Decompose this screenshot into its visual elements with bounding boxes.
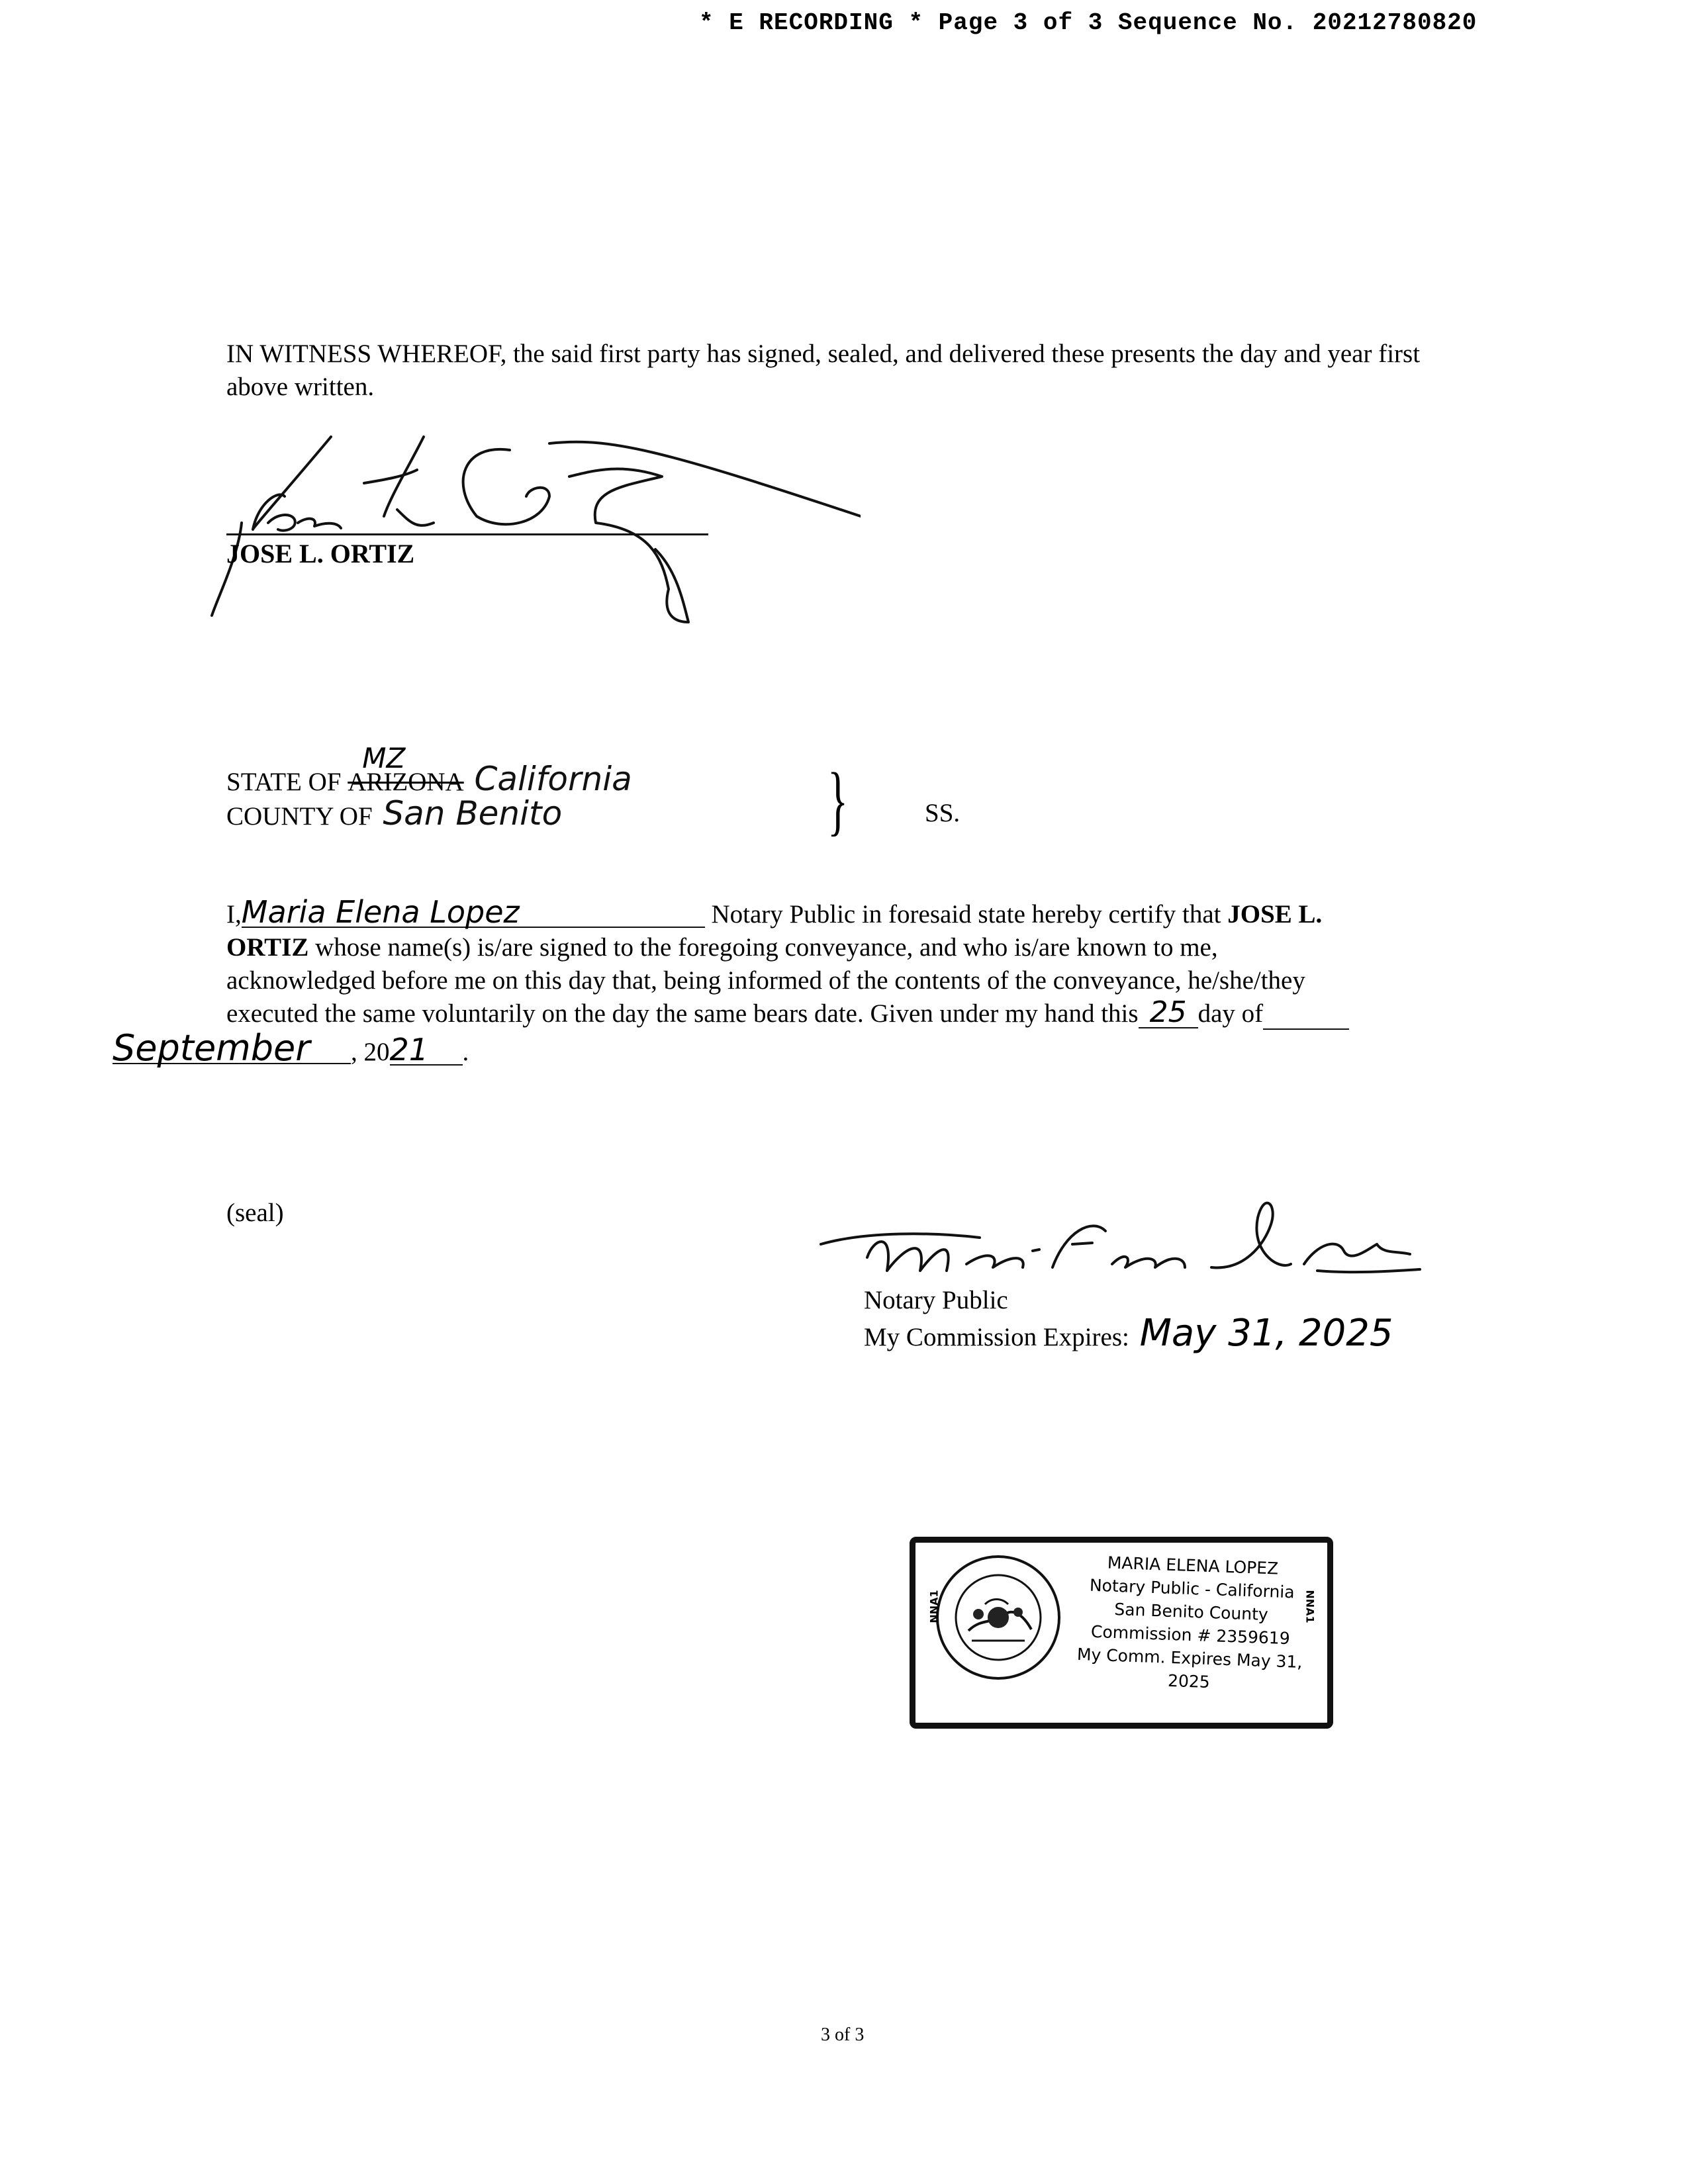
notary-public-label: Notary Public [864, 1286, 1008, 1314]
commission-label: My Commission Expires: [864, 1323, 1129, 1351]
venue-brace: } [827, 756, 849, 843]
recording-header: * E RECORDING * Page 3 of 3 Sequence No. 20212780820 [699, 9, 1477, 36]
state-label: STATE OF [226, 768, 342, 796]
state-struck-text: ARIZONA [348, 768, 464, 796]
certificate-line-3: acknowledged before me on this day that, being informed of the contents of the conveyance, he/she/they [226, 966, 1305, 995]
grantor-name-bold-2: ORTIZ [226, 933, 309, 962]
year-handwritten: 21 [390, 1035, 463, 1066]
notary-stamp [910, 1537, 1333, 1729]
great-seal-icon [932, 1551, 1064, 1684]
year-prefix: , 20 [351, 1038, 390, 1066]
stamp-side-code-left: NNA1 [927, 1590, 941, 1623]
stamp-line-3: San Benito County [1113, 1599, 1269, 1625]
grantor-signature [199, 424, 861, 642]
day-of-blank [1263, 999, 1349, 1030]
signer-name: JOSE L. ORTIZ [226, 539, 415, 569]
stamp-line-4: Commission # 2359619 [1090, 1621, 1291, 1649]
certificate-date-line [113, 1027, 469, 1069]
certificate-line-2-text: whose name(s) is/are signed to the foregoing conveyance, and who is/are known to me, [315, 933, 1218, 962]
certificate-day-of: day of [1197, 999, 1264, 1028]
certificate-line-1 [226, 894, 1484, 931]
stamp-side-code-right: NNA1 [1303, 1590, 1317, 1623]
ss-label: SS. [925, 799, 961, 827]
witness-paragraph: IN WITNESS WHEREOF, the said first party has signed, sealed, and delivered these presents the day and year first above written. [226, 340, 1421, 401]
certificate-line-2 [226, 931, 1484, 964]
notary-certificate [226, 894, 1484, 1030]
seal-label: (seal) [226, 1199, 284, 1227]
grantor-name-bold-1: JOSE L. [1227, 900, 1323, 929]
certificate-line-4 [226, 997, 1484, 1030]
commission-expires-line [864, 1312, 1393, 1355]
certificate-line-1-text: Notary Public in foresaid state hereby certify that [711, 900, 1221, 929]
stamp-name: MARIA ELENA LOPEZ [1107, 1553, 1279, 1578]
state-line [226, 742, 632, 799]
commission-handwritten: May 31, 2025 [1139, 1312, 1393, 1355]
county-line [226, 794, 563, 833]
stamp-text [1062, 1549, 1319, 1697]
county-handwritten: San Benito [383, 794, 563, 833]
notary-name-handwritten: Maria Elena Lopez [242, 897, 705, 928]
certificate-line-4-text: executed the same voluntarily on the day the same bears date. Given under my hand this [226, 999, 1139, 1028]
month-handwritten: September [113, 1034, 351, 1064]
state-handwritten: California [474, 760, 632, 798]
stamp-line-2: Notary Public - California [1089, 1575, 1295, 1602]
day-handwritten: 25 [1139, 998, 1198, 1028]
certificate-prefix: I, [226, 900, 242, 929]
county-label: COUNTY OF [226, 802, 373, 831]
stamp-line-5: My Comm. Expires May 31, 2025 [1076, 1645, 1303, 1692]
state-correction-handwritten: MZ [362, 742, 406, 774]
page-number: 3 of 3 [821, 2025, 865, 2045]
date-end: . [462, 1038, 469, 1066]
signature-line [226, 533, 708, 535]
